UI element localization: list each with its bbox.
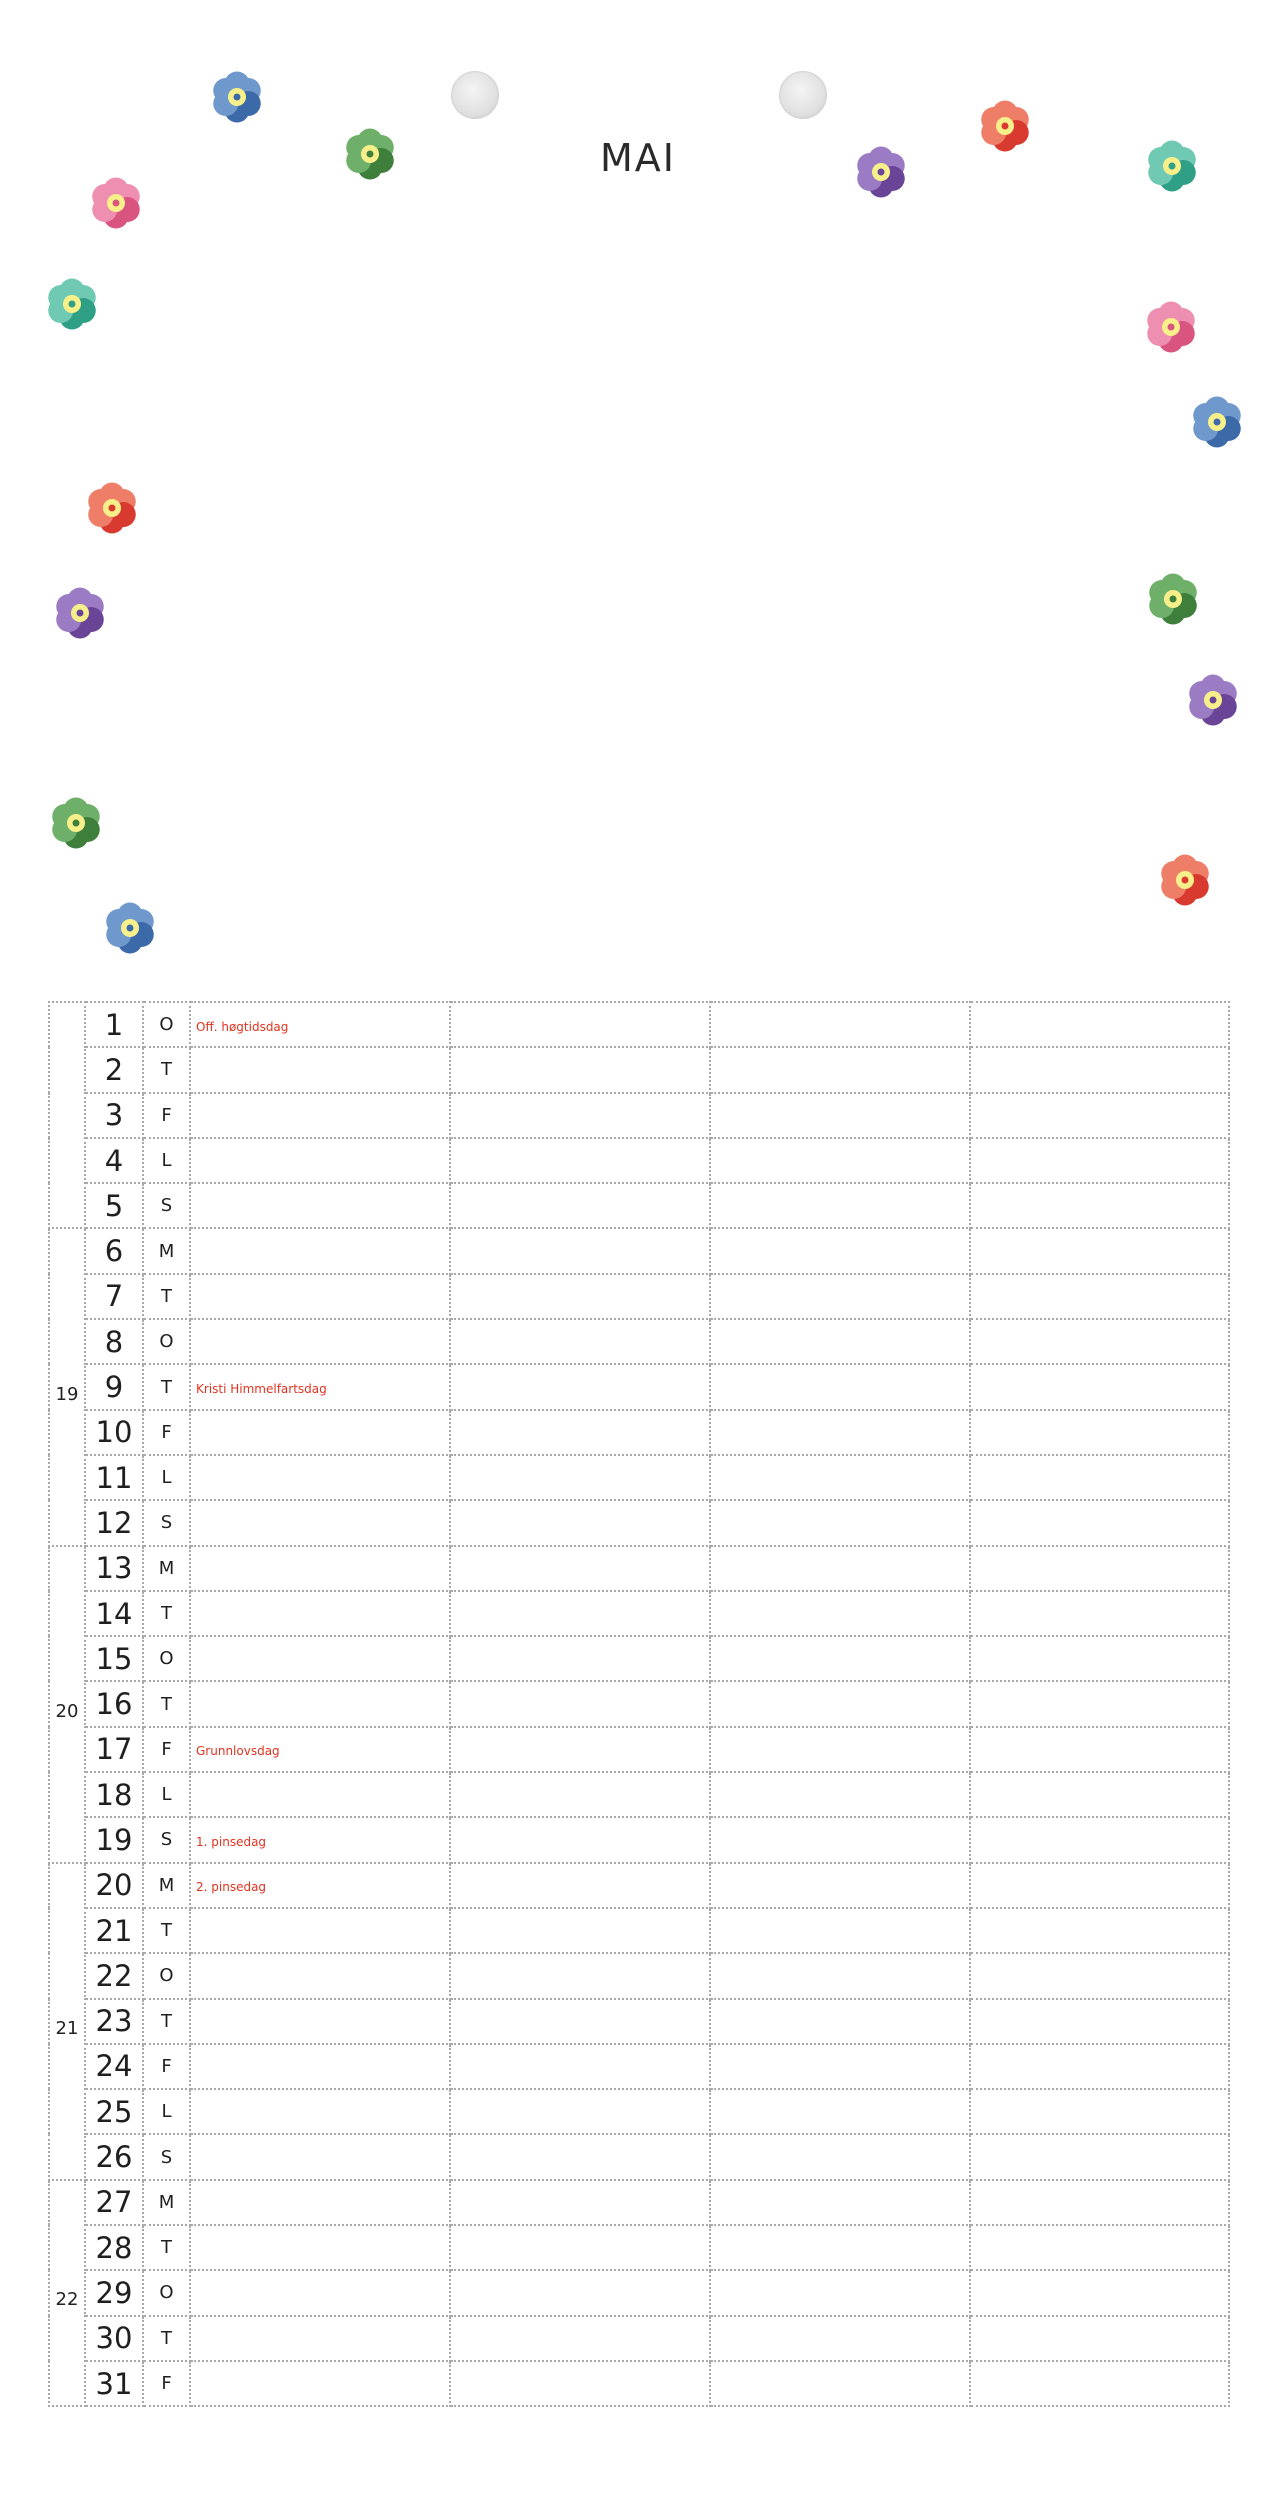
flower-teal-icon xyxy=(42,274,102,334)
note-cell[interactable] xyxy=(710,2044,970,2089)
holiday-label: Grunnlovsdag xyxy=(196,1744,280,1759)
note-cell[interactable] xyxy=(710,1183,970,1228)
weekday-letter: T xyxy=(143,1047,190,1092)
weekday-letter: M xyxy=(143,1546,190,1591)
note-cell[interactable] xyxy=(970,1138,1229,1183)
day-number: 6 xyxy=(85,1228,143,1273)
holiday-label: 2. pinsedag xyxy=(196,1880,267,1895)
note-cell[interactable] xyxy=(190,1228,450,1273)
note-cell[interactable] xyxy=(710,1817,970,1862)
calendar-row xyxy=(49,1183,1229,1228)
week-number-cell xyxy=(49,1228,85,1545)
note-cell[interactable] xyxy=(970,2225,1229,2270)
note-cell[interactable] xyxy=(710,1863,970,1908)
flower-green-icon xyxy=(340,124,400,184)
flower-red-icon xyxy=(975,96,1035,156)
note-cell[interactable] xyxy=(970,1817,1229,1862)
note-cell[interactable] xyxy=(450,2361,710,2406)
day-number: 18 xyxy=(85,1772,143,1817)
weekday-letter: T xyxy=(143,2316,190,2361)
week-number: 21 xyxy=(55,2017,79,2039)
note-cell[interactable] xyxy=(970,2134,1229,2179)
weekday-letter: F xyxy=(143,2044,190,2089)
note-cell[interactable] xyxy=(190,1546,450,1591)
note-cell[interactable] xyxy=(450,2180,710,2225)
weekday-letter: T xyxy=(143,1364,190,1409)
week-number-cell xyxy=(49,1002,85,1228)
note-cell[interactable] xyxy=(190,2316,450,2361)
flower-red-icon xyxy=(1155,850,1215,910)
day-number: 23 xyxy=(85,1999,143,2044)
calendar-row xyxy=(49,1093,1229,1138)
note-cell[interactable] xyxy=(710,1138,970,1183)
calendar-row xyxy=(49,1908,1229,1953)
flower-purple-icon xyxy=(1183,670,1243,730)
note-cell[interactable] xyxy=(710,1002,970,1047)
day-number: 17 xyxy=(85,1727,143,1772)
note-cell[interactable] xyxy=(450,1274,710,1319)
note-cell[interactable] xyxy=(970,1953,1229,1998)
weekday-letter: T xyxy=(143,1681,190,1726)
flower-blue-icon xyxy=(1187,392,1247,452)
note-cell[interactable] xyxy=(190,1093,450,1138)
note-cell[interactable] xyxy=(710,1546,970,1591)
note-cell[interactable] xyxy=(970,1999,1229,2044)
day-number: 9 xyxy=(85,1364,143,1409)
note-cell[interactable] xyxy=(970,2089,1229,2134)
weekday-letter: T xyxy=(143,1274,190,1319)
note-cell[interactable] xyxy=(450,1047,710,1092)
note-cell[interactable] xyxy=(710,1319,970,1364)
day-number: 4 xyxy=(85,1138,143,1183)
day-number: 8 xyxy=(85,1319,143,1364)
calendar-row xyxy=(49,1863,1229,1908)
day-number: 25 xyxy=(85,2089,143,2134)
weekday-letter: T xyxy=(143,1908,190,1953)
calendar-row xyxy=(49,1500,1229,1545)
note-cell[interactable] xyxy=(970,1863,1229,1908)
note-cell[interactable] xyxy=(970,1636,1229,1681)
note-cell[interactable] xyxy=(710,2134,970,2179)
note-cell[interactable] xyxy=(450,1138,710,1183)
weekday-letter: F xyxy=(143,2361,190,2406)
note-cell[interactable] xyxy=(190,1636,450,1681)
note-cell[interactable] xyxy=(970,1274,1229,1319)
note-cell[interactable] xyxy=(710,1455,970,1500)
weekday-letter: S xyxy=(143,1817,190,1862)
note-cell[interactable] xyxy=(450,2225,710,2270)
note-cell[interactable] xyxy=(190,2089,450,2134)
note-cell[interactable] xyxy=(450,1183,710,1228)
weekday-letter: L xyxy=(143,1772,190,1817)
calendar-row xyxy=(49,1047,1229,1092)
note-cell[interactable] xyxy=(970,1500,1229,1545)
day-number: 27 xyxy=(85,2180,143,2225)
binding-hole-right xyxy=(779,71,827,119)
holiday-label: 1. pinsedag xyxy=(196,1834,267,1849)
weekday-letter: T xyxy=(143,1999,190,2044)
note-cell[interactable] xyxy=(190,1319,450,1364)
calendar-row xyxy=(49,1228,1229,1273)
calendar-row xyxy=(49,1274,1229,1319)
note-cell[interactable] xyxy=(710,1772,970,1817)
note-cell[interactable] xyxy=(970,1727,1229,1772)
weekday-letter: O xyxy=(143,1319,190,1364)
note-cell[interactable] xyxy=(190,1183,450,1228)
note-cell[interactable] xyxy=(710,1681,970,1726)
day-number: 20 xyxy=(85,1863,143,1908)
note-cell[interactable] xyxy=(970,2316,1229,2361)
week-number: 19 xyxy=(55,1383,79,1405)
note-cell[interactable] xyxy=(970,1364,1229,1409)
note-cell[interactable] xyxy=(450,2089,710,2134)
note-cell[interactable] xyxy=(970,1319,1229,1364)
day-number: 24 xyxy=(85,2044,143,2089)
note-cell[interactable] xyxy=(190,1455,450,1500)
note-cell[interactable] xyxy=(190,1999,450,2044)
calendar-row xyxy=(49,2089,1229,2134)
note-cell[interactable] xyxy=(970,1772,1229,1817)
note-cell[interactable] xyxy=(970,1681,1229,1726)
note-cell[interactable] xyxy=(450,1681,710,1726)
weekday-letter: F xyxy=(143,1410,190,1455)
weekday-letter: S xyxy=(143,1500,190,1545)
note-cell[interactable] xyxy=(970,1908,1229,1953)
day-number: 7 xyxy=(85,1274,143,1319)
note-cell[interactable] xyxy=(190,2361,450,2406)
day-number: 14 xyxy=(85,1591,143,1636)
note-cell[interactable] xyxy=(450,1228,710,1273)
note-cell[interactable] xyxy=(450,1772,710,1817)
calendar-row xyxy=(49,2044,1229,2089)
note-cell[interactable] xyxy=(450,1500,710,1545)
calendar-row xyxy=(49,1364,1229,1409)
weekday-letter: T xyxy=(143,2225,190,2270)
note-cell[interactable] xyxy=(450,1591,710,1636)
note-cell[interactable] xyxy=(710,1410,970,1455)
note-cell[interactable] xyxy=(450,1999,710,2044)
note-cell[interactable] xyxy=(450,1727,710,1772)
weekday-letter: L xyxy=(143,1455,190,1500)
calendar-row xyxy=(49,2225,1229,2270)
day-number: 22 xyxy=(85,1953,143,1998)
weekday-letter: O xyxy=(143,1636,190,1681)
note-cell[interactable] xyxy=(450,2044,710,2089)
note-cell[interactable] xyxy=(970,1455,1229,1500)
note-cell[interactable] xyxy=(970,2361,1229,2406)
note-cell[interactable] xyxy=(190,1500,450,1545)
note-cell[interactable] xyxy=(710,1228,970,1273)
calendar-row xyxy=(49,1681,1229,1726)
day-number: 2 xyxy=(85,1047,143,1092)
day-number: 10 xyxy=(85,1410,143,1455)
flower-red-icon xyxy=(82,478,142,538)
week-number: 20 xyxy=(55,1700,79,1722)
calendar-row xyxy=(49,1546,1229,1591)
day-number: 30 xyxy=(85,2316,143,2361)
note-cell[interactable] xyxy=(190,2225,450,2270)
holiday-label: Kristi Himmelfartsdag xyxy=(196,1382,327,1397)
note-cell[interactable] xyxy=(190,2270,450,2315)
note-cell[interactable] xyxy=(970,1546,1229,1591)
note-cell[interactable] xyxy=(450,1636,710,1681)
calendar-row xyxy=(49,1138,1229,1183)
flower-blue-icon xyxy=(100,898,160,958)
day-number: 15 xyxy=(85,1636,143,1681)
note-cell[interactable] xyxy=(190,2134,450,2179)
calendar-row xyxy=(49,1772,1229,1817)
calendar-row xyxy=(49,1727,1229,1772)
flower-blue-icon xyxy=(207,67,267,127)
weekday-letter: F xyxy=(143,1727,190,1772)
note-cell[interactable] xyxy=(710,1274,970,1319)
note-cell[interactable] xyxy=(450,1319,710,1364)
day-number: 19 xyxy=(85,1817,143,1862)
day-number: 21 xyxy=(85,1908,143,1953)
day-number: 16 xyxy=(85,1681,143,1726)
note-cell[interactable] xyxy=(970,1591,1229,1636)
note-cell[interactable] xyxy=(710,1591,970,1636)
note-cell[interactable] xyxy=(710,2361,970,2406)
calendar-row xyxy=(49,2361,1229,2406)
weekday-letter: O xyxy=(143,1002,190,1047)
day-number: 28 xyxy=(85,2225,143,2270)
note-cell[interactable] xyxy=(190,1364,450,1409)
note-cell[interactable] xyxy=(710,2270,970,2315)
note-cell[interactable] xyxy=(710,1047,970,1092)
note-cell[interactable] xyxy=(970,1228,1229,1273)
calendar-row xyxy=(49,1455,1229,1500)
calendar-row xyxy=(49,1817,1229,1862)
flower-teal-icon xyxy=(1142,136,1202,196)
note-cell[interactable] xyxy=(710,2089,970,2134)
flower-pink-icon xyxy=(1141,297,1201,357)
calendar-row xyxy=(49,2134,1229,2179)
note-cell[interactable] xyxy=(450,1364,710,1409)
note-cell[interactable] xyxy=(970,1183,1229,1228)
note-cell[interactable] xyxy=(190,2180,450,2225)
weekday-letter: T xyxy=(143,1591,190,1636)
note-cell[interactable] xyxy=(190,2044,450,2089)
day-number: 5 xyxy=(85,1183,143,1228)
note-cell[interactable] xyxy=(710,2180,970,2225)
weekday-letter: L xyxy=(143,1138,190,1183)
note-cell[interactable] xyxy=(190,1591,450,1636)
note-cell[interactable] xyxy=(450,1093,710,1138)
note-cell[interactable] xyxy=(450,2134,710,2179)
weekday-letter: S xyxy=(143,2134,190,2179)
day-number: 1 xyxy=(85,1002,143,1047)
note-cell[interactable] xyxy=(450,1953,710,1998)
note-cell[interactable] xyxy=(450,2316,710,2361)
note-cell[interactable] xyxy=(190,1908,450,1953)
calendar-row xyxy=(49,2316,1229,2361)
note-cell[interactable] xyxy=(450,2270,710,2315)
note-cell[interactable] xyxy=(710,1093,970,1138)
calendar-row xyxy=(49,1591,1229,1636)
note-cell[interactable] xyxy=(450,1410,710,1455)
weekday-letter: O xyxy=(143,1953,190,1998)
note-cell[interactable] xyxy=(970,1410,1229,1455)
note-cell[interactable] xyxy=(710,2225,970,2270)
weekday-letter: S xyxy=(143,1183,190,1228)
note-cell[interactable] xyxy=(710,2316,970,2361)
note-cell[interactable] xyxy=(710,1636,970,1681)
note-cell[interactable] xyxy=(190,1047,450,1092)
note-cell[interactable] xyxy=(710,1727,970,1772)
note-cell[interactable] xyxy=(970,2270,1229,2315)
note-cell[interactable] xyxy=(450,1002,710,1047)
calendar-row xyxy=(49,1002,1229,1047)
note-cell[interactable] xyxy=(450,1455,710,1500)
note-cell[interactable] xyxy=(190,1727,450,1772)
day-number: 13 xyxy=(85,1546,143,1591)
calendar-row xyxy=(49,2180,1229,2225)
note-cell[interactable] xyxy=(710,1953,970,1998)
note-cell[interactable] xyxy=(450,1908,710,1953)
flower-purple-icon xyxy=(50,583,110,643)
month-title: MAI xyxy=(600,136,676,180)
weekday-letter: M xyxy=(143,2180,190,2225)
note-cell[interactable] xyxy=(970,2044,1229,2089)
calendar-row xyxy=(49,2270,1229,2315)
note-cell[interactable] xyxy=(190,1002,450,1047)
calendar-row xyxy=(49,1999,1229,2044)
note-cell[interactable] xyxy=(190,1772,450,1817)
week-number-cell xyxy=(49,2180,85,2406)
holiday-label: Off. høgtidsdag xyxy=(196,1019,289,1034)
weekday-letter: F xyxy=(143,1093,190,1138)
note-cell[interactable] xyxy=(190,1274,450,1319)
note-cell[interactable] xyxy=(450,1546,710,1591)
binding-hole-left xyxy=(451,71,499,119)
day-number: 29 xyxy=(85,2270,143,2315)
calendar-row xyxy=(49,1953,1229,1998)
calendar-row xyxy=(49,1636,1229,1681)
note-cell[interactable] xyxy=(710,1999,970,2044)
note-cell[interactable] xyxy=(190,1953,450,1998)
note-cell[interactable] xyxy=(190,1817,450,1862)
weekday-letter: M xyxy=(143,1863,190,1908)
day-number: 12 xyxy=(85,1500,143,1545)
weekday-letter: M xyxy=(143,1228,190,1273)
day-number: 26 xyxy=(85,2134,143,2179)
week-number: 22 xyxy=(55,2289,79,2311)
note-cell[interactable] xyxy=(970,2180,1229,2225)
note-cell[interactable] xyxy=(970,1002,1229,1047)
note-cell[interactable] xyxy=(970,1047,1229,1092)
weekday-letter: O xyxy=(143,2270,190,2315)
weekday-letter: L xyxy=(143,2089,190,2134)
calendar-row xyxy=(49,1410,1229,1455)
note-cell[interactable] xyxy=(710,1908,970,1953)
note-cell[interactable] xyxy=(710,1500,970,1545)
flower-green-icon xyxy=(1143,569,1203,629)
note-cell[interactable] xyxy=(710,1364,970,1409)
day-number: 3 xyxy=(85,1093,143,1138)
note-cell[interactable] xyxy=(190,1138,450,1183)
calendar-grid xyxy=(48,1001,1230,2407)
note-cell[interactable] xyxy=(190,1863,450,1908)
note-cell[interactable] xyxy=(190,1410,450,1455)
flower-purple-icon xyxy=(851,142,911,202)
flower-green-icon xyxy=(46,793,106,853)
day-number: 11 xyxy=(85,1455,143,1500)
note-cell[interactable] xyxy=(450,1863,710,1908)
note-cell[interactable] xyxy=(190,1681,450,1726)
week-number-cell xyxy=(49,1546,85,1863)
day-number: 31 xyxy=(85,2361,143,2406)
note-cell[interactable] xyxy=(970,1093,1229,1138)
calendar-row xyxy=(49,1319,1229,1364)
flower-pink-icon xyxy=(86,173,146,233)
note-cell[interactable] xyxy=(450,1817,710,1862)
week-number-cell xyxy=(49,1863,85,2180)
